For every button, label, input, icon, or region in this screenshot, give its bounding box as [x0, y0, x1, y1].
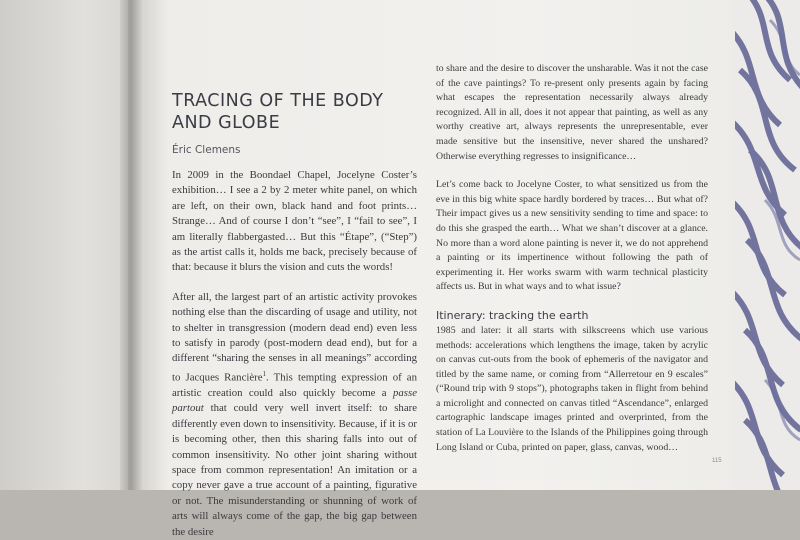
- article-title: [172, 90, 417, 134]
- paragraph-5: 1985 and later: it all starts with silkscreens which use various methods: accelerations which lengthens the image, taken by acrylic on canvas cut-outs from the book of ephemeris of the navigator and titled by the same name, or coming from “Allerretour en 9 escales” (“Round trip with 9 stops”), photographs taken in flight from behind a microlight and connected on canvas titled “Ascendance”, enlarged cartographic landscape images printed and overprinted, from the station of La Louvière to the Islands of the Philippines going through Long Island or Cuba, printed on paper, glass, canvas, wood…: [436, 324, 708, 453]
- left-column: [172, 90, 417, 540]
- paragraph-2: [172, 290, 417, 540]
- footnote-marker: 1: [262, 369, 267, 378]
- fingerprint-pattern-image: [735, 0, 800, 490]
- left-page: [0, 0, 140, 490]
- book-gutter: [120, 0, 142, 490]
- paragraph-1: In 2009 in the Boondael Chapel, Jocelyne Coster’s exhibition… I see a 2 by 2 meter white panel, on which are left, on their own, black hand and foot prints… Strange… And of course I don’t “see”, I “fail to see”, I am literally flabbergasted… But this “Étape”, (“Step”) as the artist calls it, holds me back, precisely because of that: because it blurs the vision and cuts the words!: [172, 169, 417, 274]
- paragraph-2-part-3: that could very well invert itself: to share differently even down to insensitivity. Because, if it is or is becoming other, then this sharing falls into out of common insensitivity. No other joint sharing without space from common representation! An imitation or a copy never gave a true account of a painting, figurative or not. The misunderstanding or shunning of work of arts will always come of the gap, the big gap between the desire: [172, 402, 418, 538]
- title-line-1: TRACING OF THE BODY: [172, 91, 384, 111]
- title-line-2: AND GLOBE: [172, 113, 281, 133]
- section-heading: Itinerary: tracking the earth: [436, 308, 589, 322]
- paragraph-4: Let’s come back to Jocelyne Coster, to what sensitized us from the eve in this big white space hardly bordered by traces… But what of? Their impact gives us a new sensitivity sending to time and space: to do this she grasped the earth… What we shan’t discover at a glance. No more than a word alone painting is never it, we do not apprehend a painting or its impertinence without following the path of experimenting it. Her works swarm with warm technical plasticity affects us. But in what ways and to what issue?: [436, 179, 708, 293]
- paragraph-2-part-2: . This tempting expression of an artistic creation could also quickly become a: [172, 371, 417, 399]
- paragraph-2-italic: passe partout: [172, 386, 417, 415]
- author-name: Éric Clemens: [172, 144, 241, 156]
- paragraph-3: to share and the desire to discover the unsharable. Was it not the case of the cave paintings? To re-present only presents again by facing what escapes the representation necessarily always already recognized. All in all, does it not appear that painting, as well as any worthy creative art, always represents the unrepresentable, ever made sensitive but the insensitive, never shared the unshared? Otherwise everything regresses to insignificance…: [436, 63, 708, 162]
- right-column: [436, 62, 708, 455]
- page-number: 115: [712, 458, 722, 464]
- paragraph-2-part-1: After all, the largest part of an artistic activity provokes nothing else than the discarding of usage and utility, not to shelter in transgression (modern dead end) even less to satisfy in parody (post-modern dead end), but for a different “sharing the senses in all meanings” according to Jacques Rancière: [172, 290, 417, 384]
